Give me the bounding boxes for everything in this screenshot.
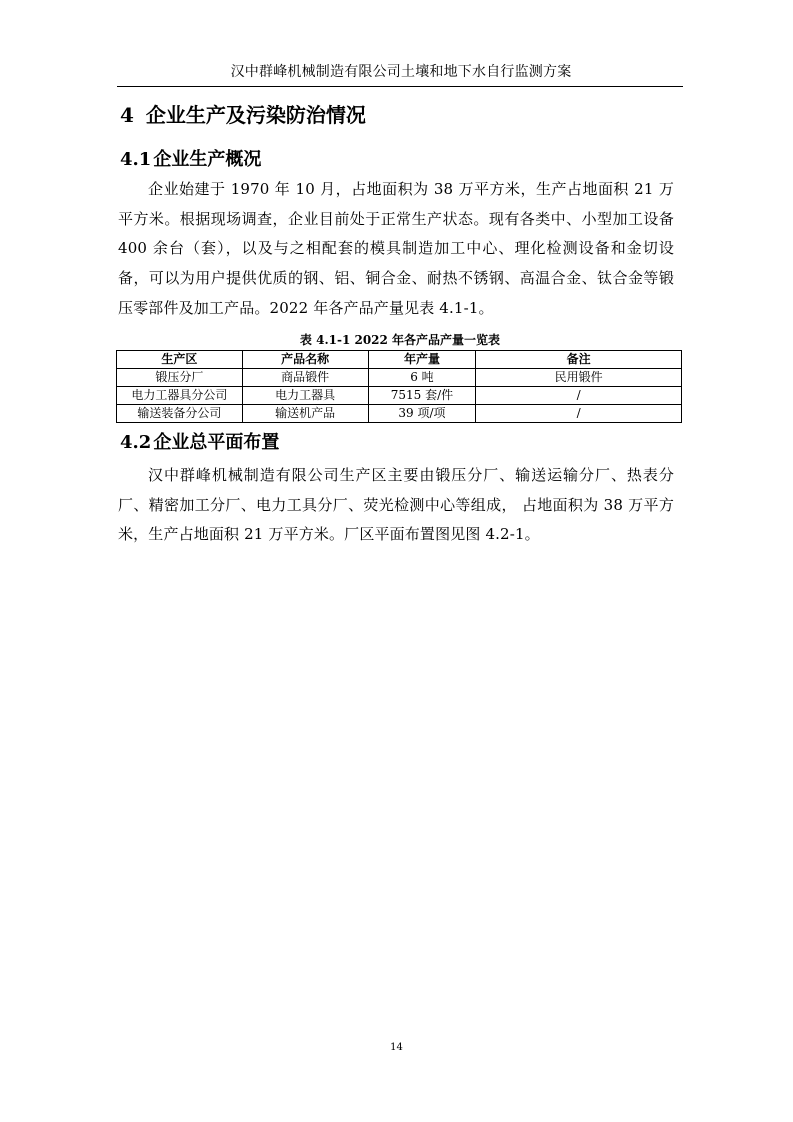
table-row bbox=[117, 405, 682, 423]
table-cell: 民用锻件 bbox=[476, 369, 682, 387]
table-cell: 7515 套/件 bbox=[368, 387, 476, 405]
table-header-row bbox=[117, 351, 682, 369]
table-cell: 电力工器具 bbox=[242, 387, 368, 405]
header-rule bbox=[117, 86, 683, 87]
table-caption: 表 4.1-1 2022 年各产品产量一览表 bbox=[299, 333, 501, 347]
section-4-1-paragraph: 企业始建于 1970 年 10 月，占地面积为 38 万平方米，生产占地面积 21 万平方米。根据现场调查，企业目前处于正常生产状态。现有各类中、小型加工设备 400 余台（套），以及与之相配套的模具制造加工中心、理化检测设备和金切设备，可以为用户提供优质的钢、铝、铜合金、耐热不锈钢、高温合金、钛合金等锻压零部件及加工产品。2022 年各产品产量见表 4.1-1。 bbox=[118, 180, 674, 317]
page-number: 14 bbox=[390, 1042, 403, 1053]
table-row bbox=[117, 369, 682, 387]
section-4-2-title: 企业总平面布置 bbox=[153, 432, 280, 453]
table-cell: / bbox=[476, 387, 682, 405]
section-4-2-paragraph: 汉中群峰机械制造有限公司生产区主要由锻压分厂、输送运输分厂、热表分厂、精密加工分厂、电力工具分厂、荧光检测中心等组成， 占地面积为 38 万平方米，生产占地面积 21 万平方米。厂区平面布置图见图 4.2-1。 bbox=[118, 466, 674, 544]
table-cell: 6 吨 bbox=[368, 369, 476, 387]
section-4-title: 企业生产及污染防治情况 bbox=[145, 103, 366, 127]
section-4-1-title: 企业生产概况 bbox=[153, 149, 262, 170]
table-row bbox=[117, 387, 682, 405]
section-4-2-number: 4.2 bbox=[120, 432, 152, 453]
column-header: 产品名称 bbox=[242, 351, 368, 369]
section-4-number: 4 bbox=[120, 103, 134, 127]
table-cell: 商品锻件 bbox=[242, 369, 368, 387]
column-header: 年产量 bbox=[368, 351, 476, 369]
production-table bbox=[116, 350, 682, 423]
table-cell: / bbox=[476, 405, 682, 423]
table-cell: 输送装备分公司 bbox=[117, 405, 243, 423]
table-cell: 39 项/项 bbox=[368, 405, 476, 423]
column-header: 生产区 bbox=[117, 351, 243, 369]
section-4-1-number: 4.1 bbox=[120, 149, 152, 170]
section-4-2-heading bbox=[120, 428, 279, 454]
table-cell: 电力工器具分公司 bbox=[117, 387, 243, 405]
section-4-1-heading bbox=[120, 145, 261, 171]
running-header: 汉中群峰机械制造有限公司土壤和地下水自行监测方案 bbox=[230, 64, 572, 80]
table-cell: 输送机产品 bbox=[242, 405, 368, 423]
column-header: 备注 bbox=[476, 351, 682, 369]
table-cell: 锻压分厂 bbox=[117, 369, 243, 387]
section-4-heading bbox=[120, 99, 366, 128]
